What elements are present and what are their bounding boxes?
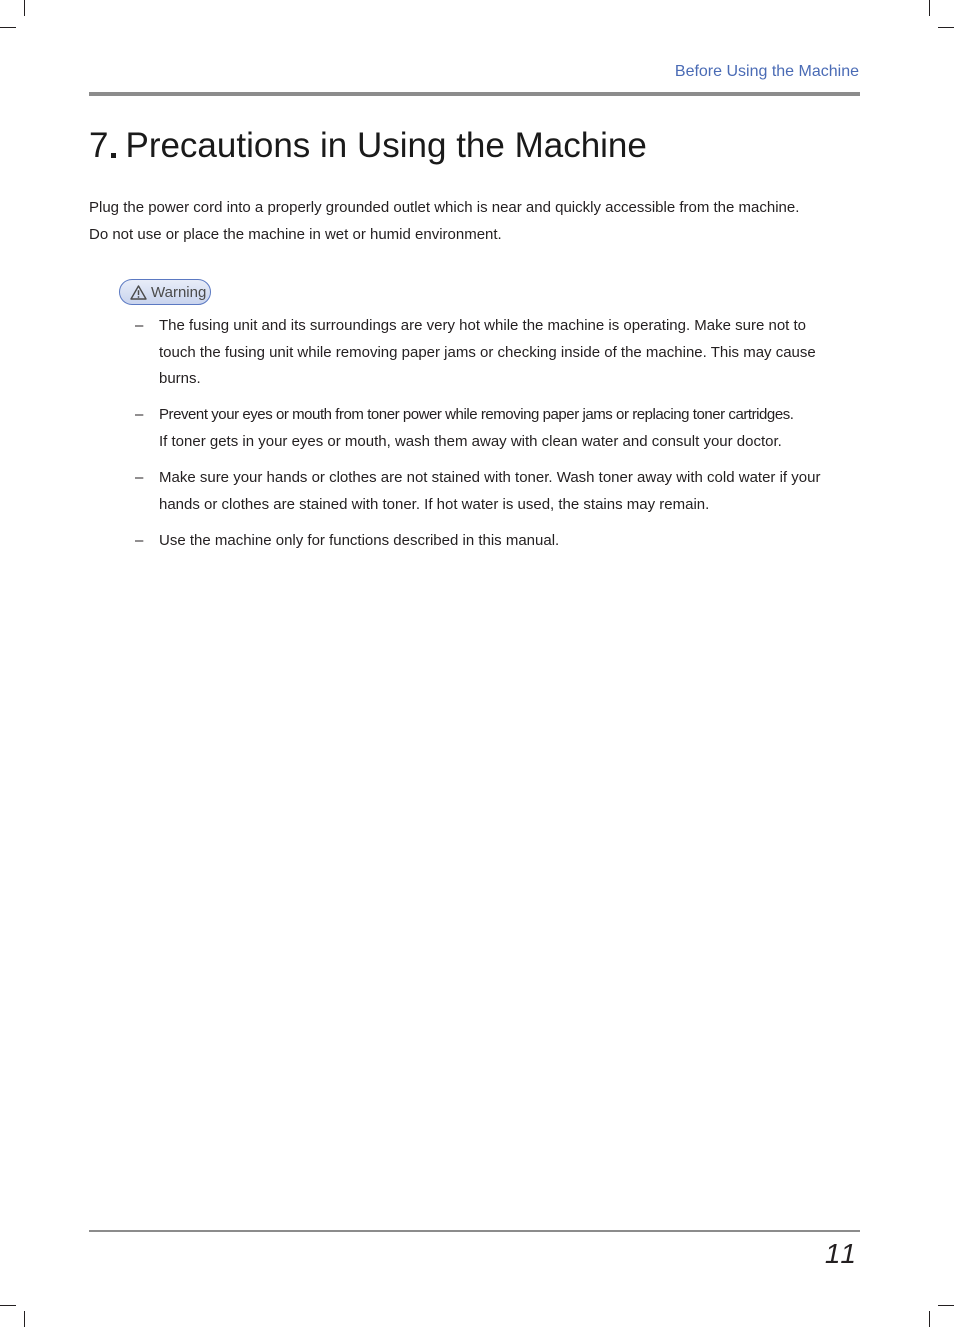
warning-item-line: Make sure your hands or clothes are not stained with toner. Wash toner away with cold water if your xyxy=(159,469,821,486)
warning-badge xyxy=(119,279,211,305)
crop-mark xyxy=(0,1305,16,1306)
crop-mark xyxy=(929,1311,930,1327)
crop-mark xyxy=(24,0,25,16)
warning-item-line: Use the machine only for functions described in this manual. xyxy=(159,532,560,549)
warning-badge-label: Warning xyxy=(151,283,207,301)
section-number: 7 xyxy=(89,126,109,165)
warning-item-line: touch the fusing unit while removing paper jams or checking inside of the machine. This may cause xyxy=(159,343,816,361)
list-bullet: – xyxy=(135,532,144,549)
section-title xyxy=(89,126,647,166)
warning-item xyxy=(159,402,859,455)
warning-item xyxy=(159,313,859,393)
warning-item-line: Prevent your eyes or mouth from toner power while removing paper jams or replacing toner cartridges. xyxy=(159,406,794,423)
running-header: Before Using the Machine xyxy=(674,63,859,80)
list-bullet: – xyxy=(135,469,144,486)
warning-triangle-icon xyxy=(130,285,147,300)
intro-line: Plug the power cord into a properly grounded outlet which is near and quickly accessible from the machine. xyxy=(89,199,800,216)
list-bullet: – xyxy=(135,406,144,423)
warning-item-line: The fusing unit and its surroundings are very hot while the machine is operating. Make sure not to xyxy=(159,317,807,334)
crop-mark xyxy=(0,27,16,28)
crop-mark xyxy=(929,0,930,16)
crop-mark xyxy=(938,1305,954,1306)
warning-item xyxy=(159,528,859,555)
section-title-text: Precautions in Using the Machine xyxy=(125,126,647,165)
warning-item-line: hands or clothes are stained with toner. If hot water is used, the stains may remain. xyxy=(159,495,710,513)
warning-item-line: burns. xyxy=(159,370,201,387)
warning-item xyxy=(159,465,859,518)
crop-mark xyxy=(938,27,954,28)
intro-line: Do not use or place the machine in wet or humid environment. xyxy=(89,226,502,243)
section-number-dot xyxy=(111,153,116,158)
footer-rule xyxy=(89,1230,860,1232)
list-bullet: – xyxy=(135,317,144,334)
page-number: 11 xyxy=(824,1238,858,1269)
crop-mark xyxy=(24,1311,25,1327)
header-rule xyxy=(89,92,860,96)
warning-item-line: If toner gets in your eyes or mouth, wash them away with clean water and consult your doctor. xyxy=(159,432,782,450)
